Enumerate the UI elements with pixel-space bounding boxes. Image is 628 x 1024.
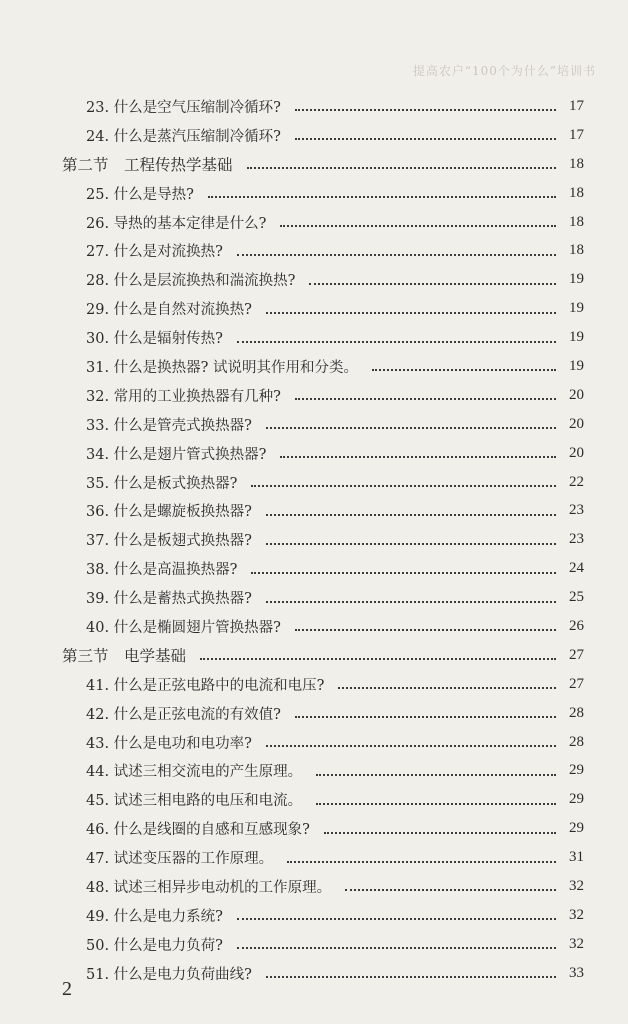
- toc-page-number: 33: [569, 964, 584, 981]
- dot-leader: [295, 716, 556, 718]
- toc-entry-title: 第三节 电学基础: [62, 647, 187, 666]
- toc-page-number: 19: [569, 357, 584, 374]
- toc-item-row: [0, 728, 628, 757]
- toc-entry-title: 第二节 工程传热学基础: [62, 156, 233, 175]
- toc-item-row: [0, 352, 628, 381]
- toc-page-number: 17: [569, 97, 584, 114]
- toc-entry-title: 29. 什么是自然对流换热?: [86, 302, 252, 319]
- toc-item-row: [0, 785, 628, 814]
- toc-entry-title: 26. 导热的基本定律是什么?: [86, 215, 267, 232]
- toc-entry-title: 48. 试述三相异步电动机的工作原理。: [86, 879, 332, 896]
- dot-leader: [237, 947, 556, 949]
- toc-item-row: [0, 439, 628, 468]
- toc-item-row: [0, 236, 628, 265]
- toc-page-number: 29: [569, 762, 584, 779]
- dot-leader: [338, 687, 556, 689]
- toc-entry-title: 25. 什么是导热?: [86, 186, 194, 203]
- toc-item-row: [0, 208, 628, 237]
- dot-leader: [295, 109, 556, 111]
- toc-item-row: [0, 843, 628, 872]
- toc-item-row: [0, 699, 628, 728]
- toc-page-number: 29: [569, 820, 584, 837]
- toc-item-row: [0, 179, 628, 208]
- dot-leader: [309, 283, 556, 285]
- toc-page-number: 20: [569, 444, 584, 461]
- toc-entry-title: 28. 什么是层流换热和湍流换热?: [86, 273, 296, 290]
- toc-section-row: [0, 641, 628, 670]
- toc-entry-title: 34. 什么是翅片管式换热器?: [86, 446, 267, 463]
- toc-entry-title: 33. 什么是管壳式换热器?: [86, 417, 252, 434]
- toc-page-number: 19: [569, 300, 584, 317]
- toc-item-row: [0, 265, 628, 294]
- toc-entry-title: 44. 试述三相交流电的产生原理。: [86, 764, 303, 781]
- toc-entry-title: 51. 什么是电力负荷曲线?: [86, 966, 252, 983]
- toc-item-row: [0, 670, 628, 699]
- toc-item-row: [0, 496, 628, 525]
- toc-page-number: 28: [569, 733, 584, 750]
- toc-page-number: 24: [569, 560, 584, 577]
- toc-item-row: [0, 323, 628, 352]
- dot-leader: [200, 658, 556, 660]
- toc-item-row: [0, 410, 628, 439]
- toc-item-row: [0, 959, 628, 988]
- toc-item-row: [0, 930, 628, 959]
- toc-page-number: 18: [569, 213, 584, 230]
- toc-entry-title: 45. 试述三相电路的电压和电流。: [86, 793, 303, 810]
- toc-entry-title: 49. 什么是电力系统?: [86, 908, 223, 925]
- toc-item-row: [0, 814, 628, 843]
- toc-item-row: [0, 468, 628, 497]
- toc-entry-title: 50. 什么是电力负荷?: [86, 937, 223, 954]
- toc-page-number: 22: [569, 473, 584, 490]
- toc-item-row: [0, 554, 628, 583]
- toc-page-number: 28: [569, 704, 584, 721]
- table-of-contents: [0, 92, 628, 988]
- toc-item-row: [0, 294, 628, 323]
- toc-entry-title: 24. 什么是蒸汽压缩制冷循环?: [86, 128, 281, 145]
- toc-item-row: [0, 525, 628, 554]
- toc-entry-title: 31. 什么是换热器? 试说明其作用和分类。: [86, 359, 359, 376]
- dot-leader: [208, 196, 556, 198]
- dot-leader: [266, 601, 556, 603]
- toc-page-number: 31: [569, 849, 584, 866]
- dot-leader: [266, 745, 556, 747]
- dot-leader: [237, 341, 556, 343]
- dot-leader: [237, 254, 556, 256]
- dot-leader: [280, 225, 556, 227]
- toc-entry-title: 23. 什么是空气压缩制冷循环?: [86, 99, 281, 116]
- toc-item-row: [0, 92, 628, 121]
- toc-item-row: [0, 872, 628, 901]
- toc-entry-title: 37. 什么是板翅式换热器?: [86, 533, 252, 550]
- toc-entry-title: 39. 什么是蓄热式换热器?: [86, 591, 252, 608]
- toc-item-row: [0, 121, 628, 150]
- toc-page-number: 20: [569, 415, 584, 432]
- toc-page-number: 25: [569, 589, 584, 606]
- toc-item-row: [0, 612, 628, 641]
- toc-entry-title: 36. 什么是螺旋板换热器?: [86, 504, 252, 521]
- toc-page-number: 18: [569, 242, 584, 259]
- toc-page-number: 32: [569, 877, 584, 894]
- toc-page-number: 27: [569, 675, 584, 692]
- toc-entry-title: 40. 什么是椭圆翅片管换热器?: [86, 619, 281, 636]
- toc-entry-title: 42. 什么是正弦电流的有效值?: [86, 706, 281, 723]
- toc-page-number: 32: [569, 935, 584, 952]
- toc-item-row: [0, 381, 628, 410]
- toc-entry-title: 38. 什么是高温换热器?: [86, 562, 238, 579]
- toc-entry-title: 35. 什么是板式换热器?: [86, 475, 238, 492]
- dot-leader: [266, 976, 556, 978]
- page-number: 2: [62, 978, 72, 1000]
- toc-page-number: 23: [569, 531, 584, 548]
- toc-page-number: 23: [569, 502, 584, 519]
- dot-leader: [324, 832, 556, 834]
- dot-leader: [295, 398, 556, 400]
- dot-leader: [295, 138, 556, 140]
- toc-page-number: 19: [569, 271, 584, 288]
- toc-page-number: 29: [569, 791, 584, 808]
- toc-page-number: 18: [569, 184, 584, 201]
- toc-section-row: [0, 150, 628, 179]
- toc-page-number: 20: [569, 386, 584, 403]
- dot-leader: [237, 918, 556, 920]
- toc-page-number: 17: [569, 126, 584, 143]
- toc-entry-title: 41. 什么是正弦电路中的电流和电压?: [86, 677, 325, 694]
- dot-leader: [295, 629, 556, 631]
- toc-entry-title: 47. 试述变压器的工作原理。: [86, 851, 274, 868]
- toc-entry-title: 43. 什么是电功和电功率?: [86, 735, 252, 752]
- dot-leader: [287, 861, 556, 863]
- dot-leader: [266, 543, 556, 545]
- toc-page-number: 19: [569, 329, 584, 346]
- toc-entry-title: 27. 什么是对流换热?: [86, 244, 223, 261]
- toc-page-number: 18: [569, 155, 584, 172]
- toc-item-row: [0, 901, 628, 930]
- toc-item-row: [0, 756, 628, 785]
- toc-entry-title: 30. 什么是辐射传热?: [86, 331, 223, 348]
- toc-entry-title: 32. 常用的工业换热器有几种?: [86, 388, 281, 405]
- dot-leader: [266, 514, 556, 516]
- dot-leader: [266, 312, 556, 314]
- dot-leader: [372, 369, 556, 371]
- toc-entry-title: 46. 什么是线圈的自感和互感现象?: [86, 822, 310, 839]
- dot-leader: [251, 572, 556, 574]
- toc-page-number: 27: [569, 646, 584, 663]
- dot-leader: [316, 774, 556, 776]
- dot-leader: [316, 803, 556, 805]
- dot-leader: [345, 889, 556, 891]
- dot-leader: [266, 427, 556, 429]
- toc-page-number: 32: [569, 906, 584, 923]
- dot-leader: [251, 485, 556, 487]
- dot-leader: [247, 167, 556, 169]
- running-header: 提高农户“100个为什么”培训书: [412, 64, 596, 78]
- dot-leader: [280, 456, 556, 458]
- toc-item-row: [0, 583, 628, 612]
- toc-page-number: 26: [569, 617, 584, 634]
